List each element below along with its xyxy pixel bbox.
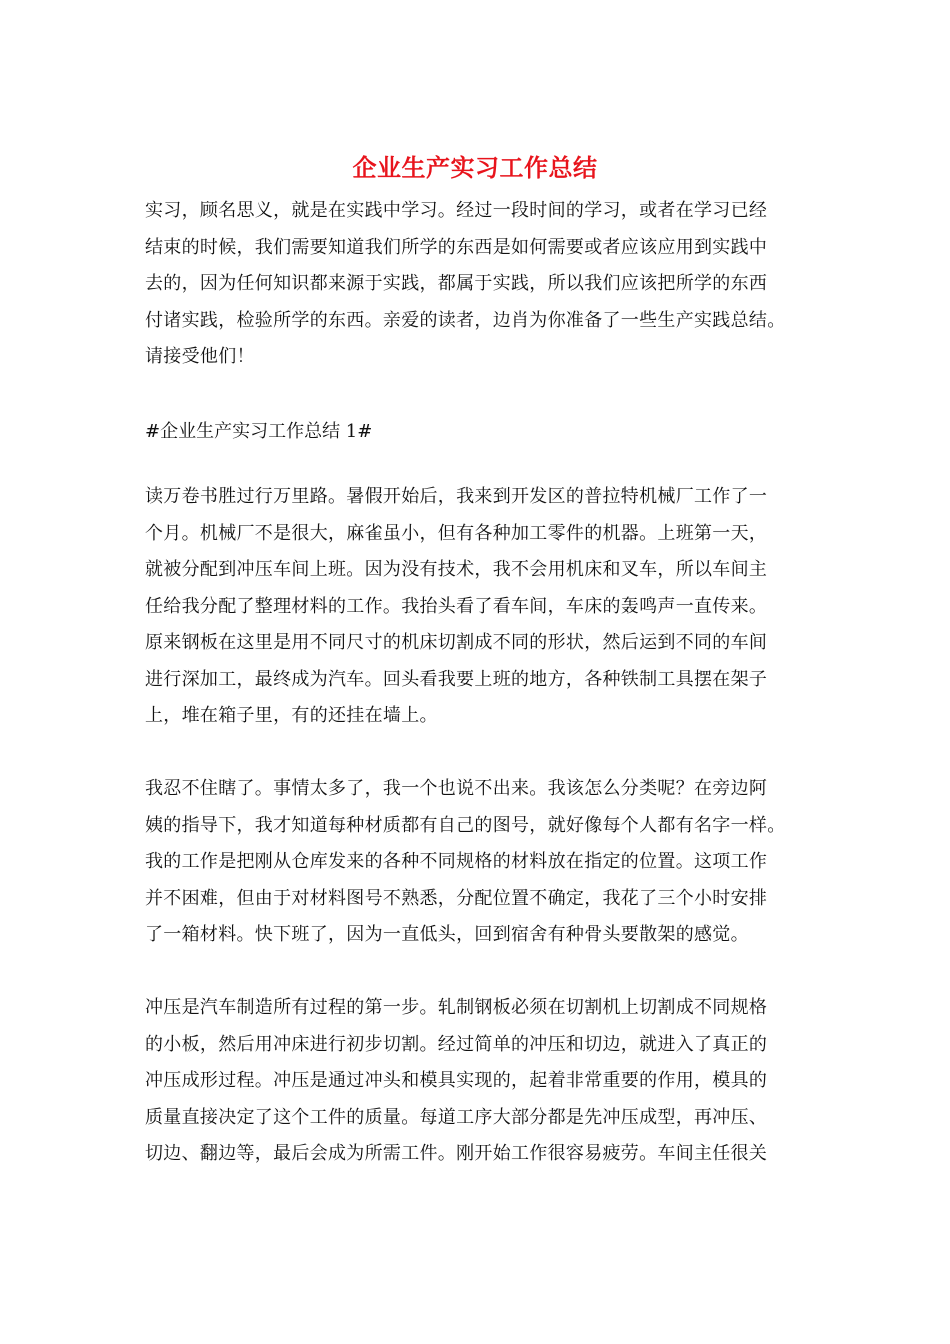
paragraph-line: 切边、翻边等，最后会成为所需工件。刚开始工作很容易疲劳。车间主任很关 — [145, 1143, 768, 1164]
paragraph-line: 原来钢板在这里是用不同尺寸的机床切割成不同的形状，然后运到不同的车间 — [145, 632, 768, 653]
document-title: 企业生产实习工作总结 — [352, 153, 598, 182]
paragraph-line: 并不困难，但由于对材料图号不熟悉，分配位置不确定，我花了三个小时安排 — [145, 887, 768, 909]
body-paragraph-1 — [145, 479, 810, 735]
paragraph-line: 我忍不住瞎了。事情太多了，我一个也说不出来。我该怎么分类呢？在旁边阿 — [145, 778, 768, 799]
paragraph-line: 了一箱材料。快下班了，因为一直低头，回到宿舍有种骨头要散架的感觉。 — [145, 924, 749, 945]
body-paragraph-2 — [145, 771, 810, 954]
intro-line: 去的，因为任何知识都来源于实践，都属于实践，所以我们应该把所学的东西 — [145, 273, 768, 294]
paragraph-line: 质量直接决定了这个工件的质量。每道工序大部分都是先冲压成型，再冲压、 — [145, 1106, 768, 1128]
paragraph-line: 我的工作是把刚从仓库发来的各种不同规格的材料放在指定的位置。这项工作 — [145, 851, 768, 872]
paragraph-line: 上，堆在箱子里，有的还挂在墙上。 — [145, 705, 438, 726]
body-paragraph-3 — [145, 990, 810, 1173]
paragraph-line: 读万卷书胜过行万里路。暑假开始后，我来到开发区的普拉特机械厂工作了一 — [145, 486, 768, 507]
paragraph-line: 进行深加工，最终成为汽车。回头看我要上班的地方，各种铁制工具摆在架子 — [145, 668, 768, 690]
paragraph-line: 个月。机械厂不是很大，麻雀虽小，但有各种加工零件的机器。上班第一天， — [145, 522, 768, 544]
intro-paragraph — [145, 193, 810, 376]
intro-line: 实习，顾名思义，就是在实践中学习。经过一段时间的学习，或者在学习已经 — [145, 200, 768, 221]
paragraph-line: 冲压成形过程。冲压是通过冲头和模具实现的，起着非常重要的作用，模具的 — [145, 1070, 768, 1091]
paragraph-line: 任给我分配了整理材料的工作。我抬头看了看车间，车床的轰鸣声一直传来。 — [145, 595, 768, 617]
paragraph-line: 冲压是汽车制造所有过程的第一步。轧制钢板必须在切割机上切割成不同规格 — [145, 997, 768, 1018]
paragraph-line: 就被分配到冲压车间上班。因为没有技术，我不会用机床和叉车，所以车间主 — [145, 559, 768, 580]
intro-line: 结束的时候，我们需要知道我们所学的东西是如何需要或者应该应用到实践中 — [145, 236, 768, 258]
intro-line: 付诸实践，检验所学的东西。亲爱的读者，边肖为你准备了一些生产实践总结。 — [145, 309, 786, 331]
intro-line: 请接受他们！ — [145, 346, 255, 367]
paragraph-line: 姨的指导下，我才知道每种材质都有自己的图号，就好像每个人都有名字一样。 — [145, 814, 786, 836]
paragraph-line: 的小板，然后用冲床进行初步切割。经过简单的冲压和切边，就进入了真正的 — [145, 1033, 768, 1055]
section-heading: #企业生产实习工作总结 1# — [145, 421, 373, 442]
